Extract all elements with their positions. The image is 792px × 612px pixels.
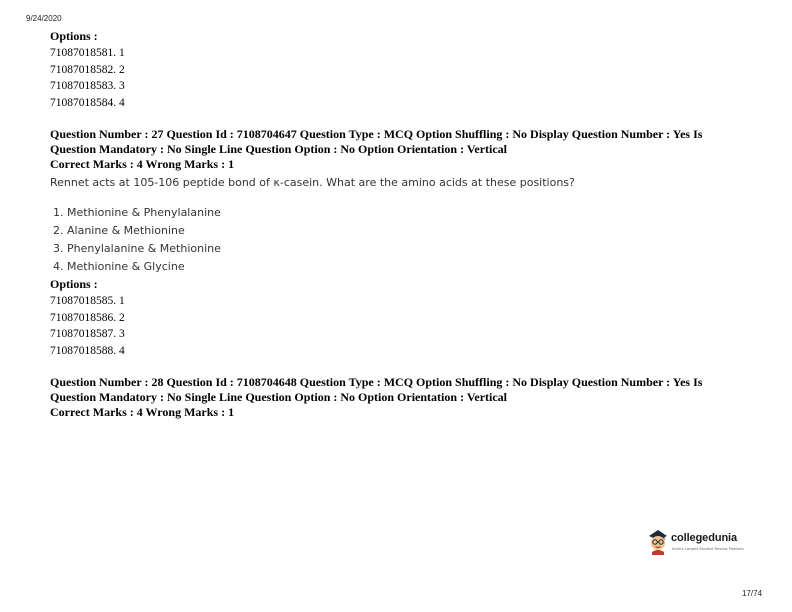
question-text: Rennet acts at 105-106 peptide bond of κ-casein. What are the amino acids at these positions? bbox=[50, 176, 575, 189]
answer-choice: 1. Methionine & Phenylalanine bbox=[53, 206, 221, 219]
page-content bbox=[50, 28, 750, 420]
question-28-block bbox=[50, 375, 750, 420]
option-line: 71087018581. 1 bbox=[50, 47, 125, 59]
answer-choice: 2. Alanine & Methionine bbox=[53, 224, 185, 237]
print-date: 9/24/2020 bbox=[26, 14, 62, 23]
option-line: 71087018582. 2 bbox=[50, 63, 125, 76]
question-meta: Question Number : 28 Question Id : 7108704648 Question Type : MCQ Option Shuffling : No Display Question Number : Yes Is bbox=[50, 375, 703, 389]
question-meta: Question Mandatory : No Single Line Question Option : No Option Orientation : Vertical bbox=[50, 390, 508, 404]
option-line: 71087018586. 2 bbox=[50, 311, 125, 324]
options-heading: Options : bbox=[50, 29, 98, 43]
question-marks: Correct Marks : 4 Wrong Marks : 1 bbox=[50, 405, 235, 419]
option-line: 71087018588. 4 bbox=[50, 344, 125, 357]
option-line: 71087018585. 1 bbox=[50, 295, 125, 307]
logo-wordmark: collegedunia bbox=[671, 532, 738, 544]
question-meta: Question Mandatory : No Single Line Question Option : No Option Orientation : Vertical bbox=[50, 142, 508, 156]
student-mascot-icon bbox=[646, 527, 670, 555]
answer-choices bbox=[53, 204, 750, 276]
question-meta: Question Number : 27 Question Id : 7108704647 Question Type : MCQ Option Shuffling : No Display Question Number : Yes Is bbox=[50, 127, 703, 141]
logo-tagline: India's Largest Student Review Platform bbox=[672, 547, 744, 551]
option-line: 71087018584. 4 bbox=[50, 96, 125, 109]
answer-choice: 3. Phenylalanine & Methionine bbox=[53, 242, 221, 255]
option-line: 71087018587. 3 bbox=[50, 328, 125, 340]
previous-options-block bbox=[50, 28, 750, 111]
question-marks: Correct Marks : 4 Wrong Marks : 1 bbox=[50, 157, 235, 171]
collegedunia-logo bbox=[646, 527, 746, 557]
page-number: 17/74 bbox=[742, 589, 763, 598]
answer-choice: 4. Methionine & Glycine bbox=[53, 260, 185, 273]
question-27-block bbox=[50, 127, 750, 359]
options-heading: Options : bbox=[50, 277, 98, 291]
option-line: 71087018583. 3 bbox=[50, 80, 125, 92]
